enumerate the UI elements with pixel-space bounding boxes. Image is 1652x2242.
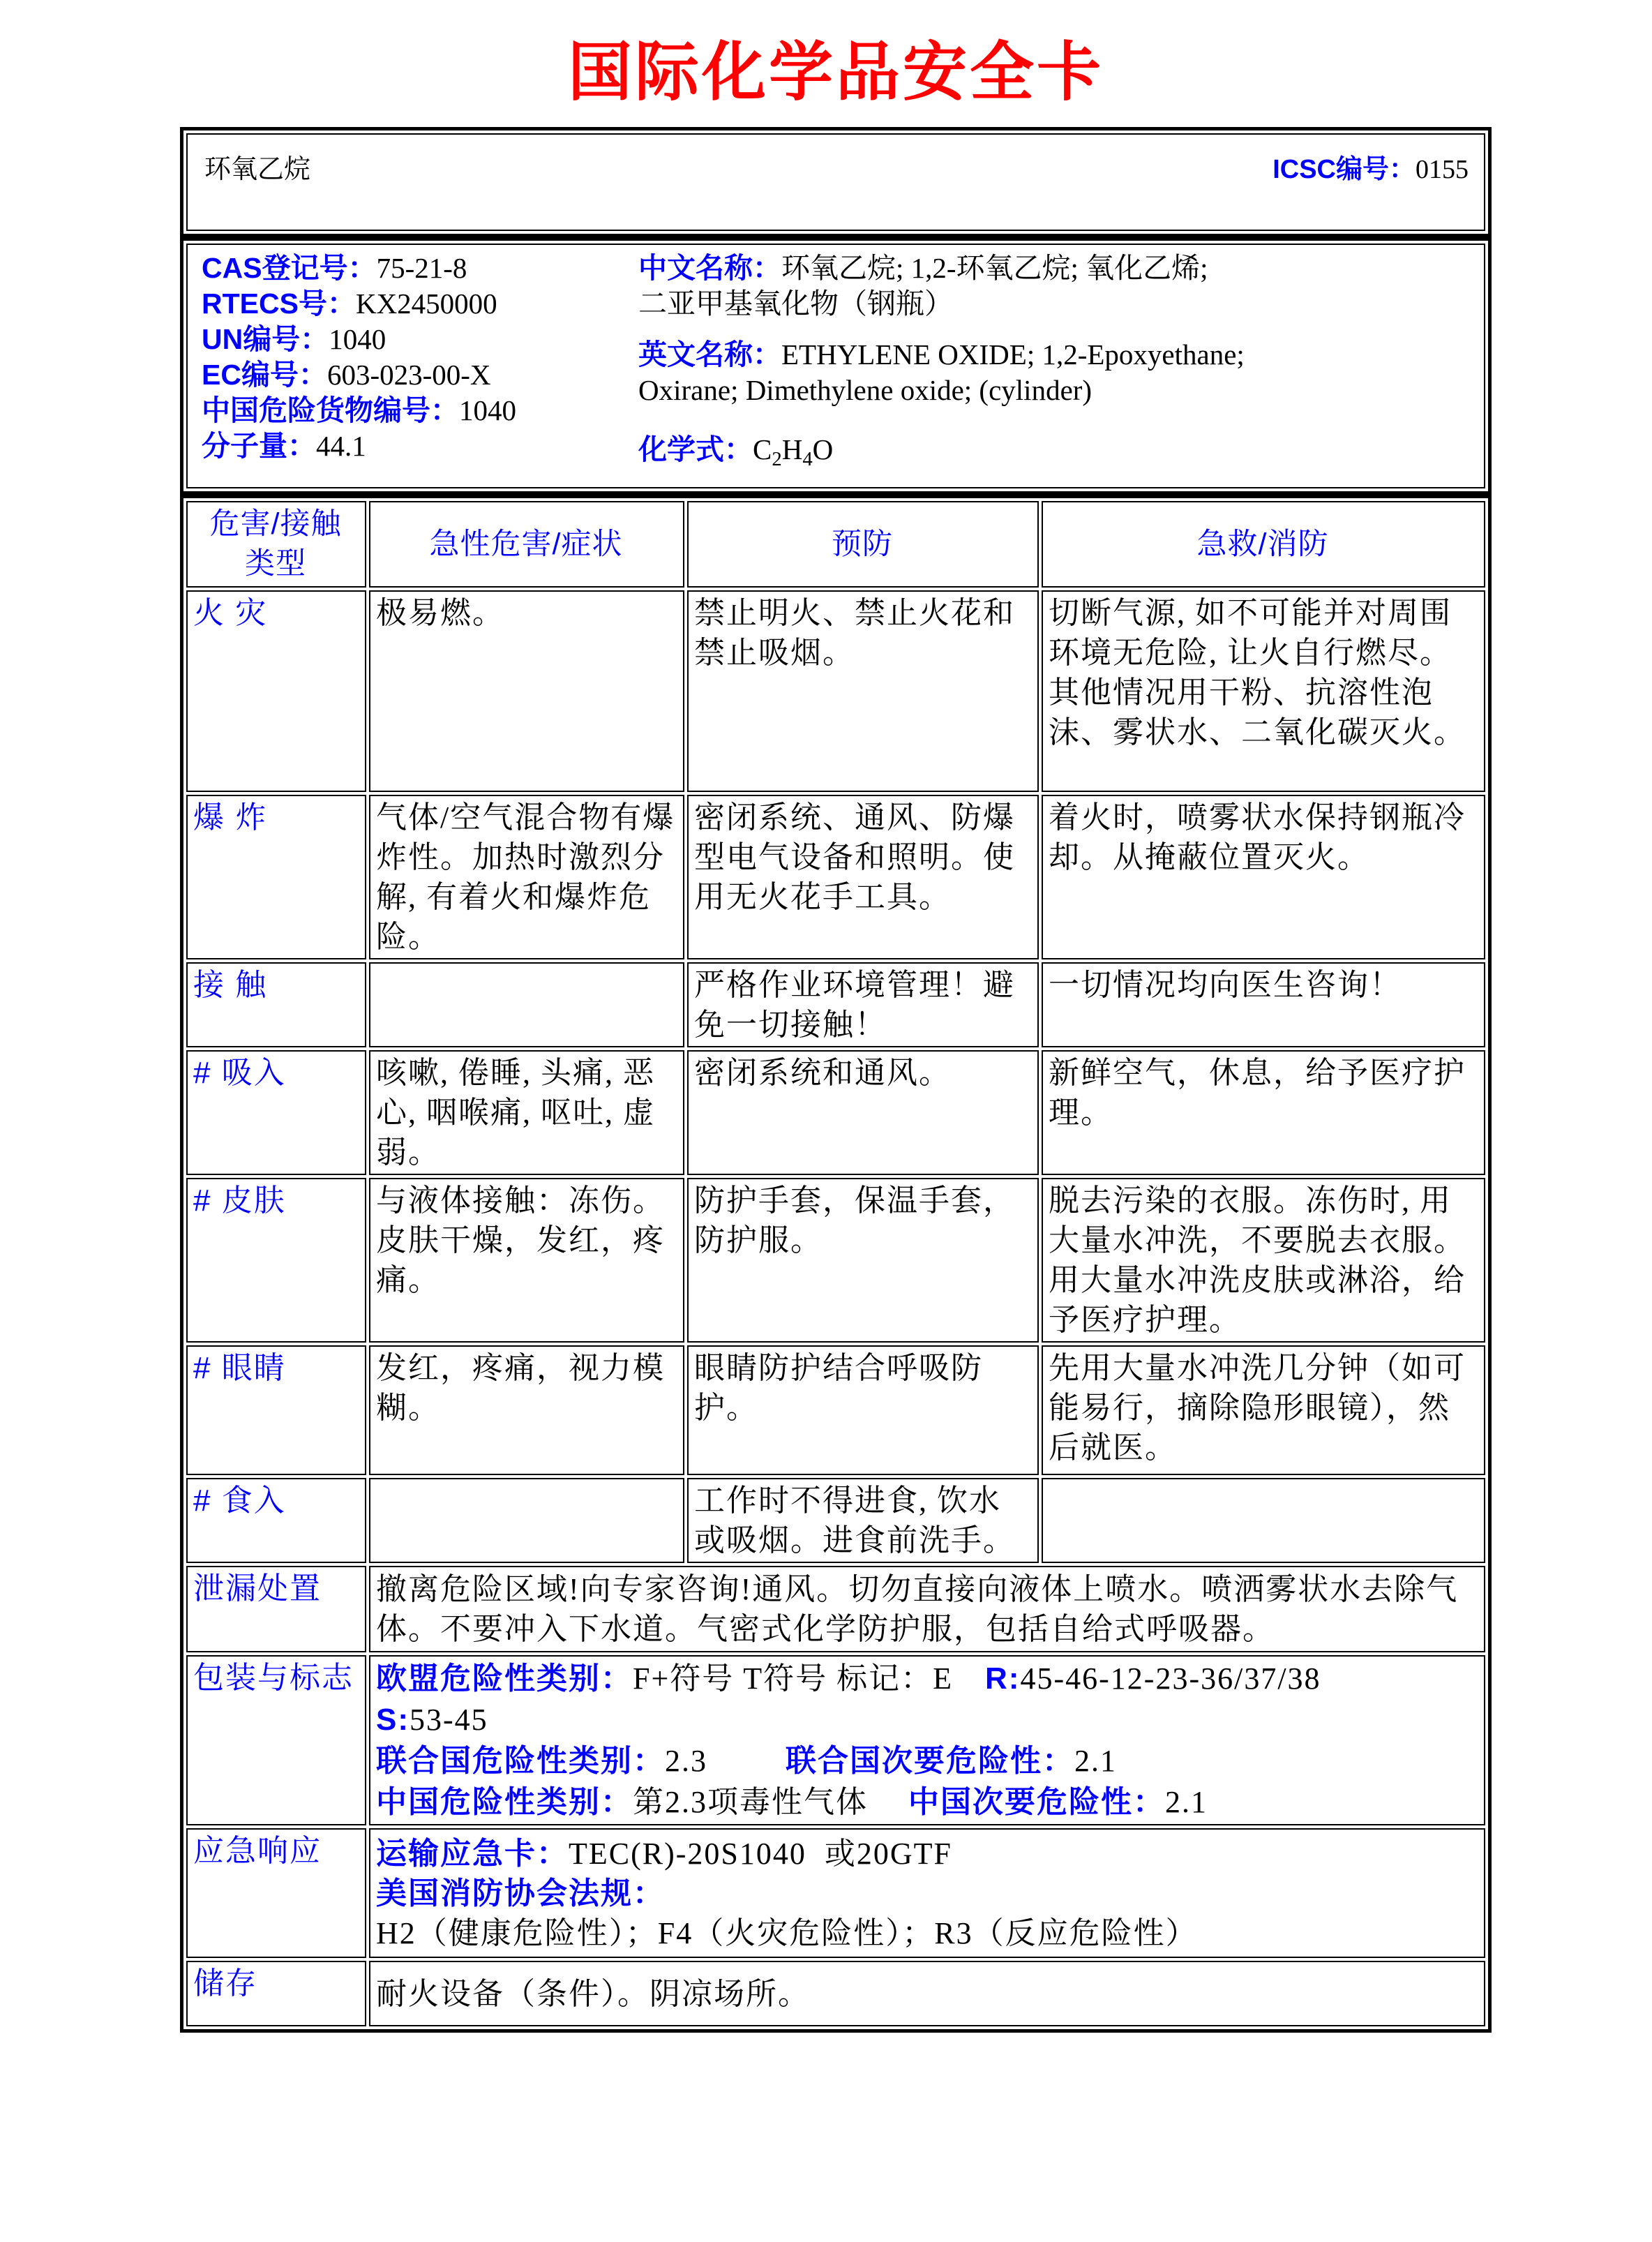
chinese-name-line2: 二亚甲基氧化物（钢瓶） <box>638 287 953 320</box>
packaging-content <box>369 1655 1485 1825</box>
inhalation-prevention: 密闭系统和通风。 <box>687 1050 1039 1175</box>
table-row-emergency <box>186 1828 1485 1958</box>
cn-sub-risk-value: 2.1 <box>1165 1785 1208 1820</box>
chinese-name-value1: 环氧乙烷; 1,2-环氧乙烷; 氧化乙烯; <box>781 252 1208 284</box>
card-header-box <box>180 127 1492 237</box>
row-label-inhalation: # 吸入 <box>186 1050 366 1175</box>
china-dg-label: 中国危险货物编号： <box>202 394 459 426</box>
table-row-storage <box>186 1961 1485 2026</box>
eu-classification-line <box>376 1658 1477 1699</box>
inhalation-symptoms: 咳嗽, 倦睡, 头痛, 恶心, 咽喉痛, 呕吐, 虚弱。 <box>369 1050 684 1175</box>
formula-h: H <box>781 433 803 465</box>
english-name-block <box>638 337 1471 408</box>
hazard-table <box>180 495 1492 2033</box>
english-name-value1: ETHYLENE OXIDE; 1,2-Epoxyethane; <box>781 338 1245 371</box>
cn-class-value: 第2.3项毒性气体 <box>633 1785 868 1820</box>
eyes-symptoms: 发红，疼痛，视力模糊。 <box>369 1345 684 1475</box>
tec-line <box>376 1834 1477 1874</box>
s-phrases-line <box>376 1699 1477 1740</box>
explosion-firstaid: 着火时，喷雾状水保持钢瓶冷却。从掩蔽位置灭火。 <box>1042 795 1485 959</box>
icsc-number: 0155 <box>1416 155 1469 184</box>
cn-sub-risk-label: 中国次要危险性： <box>908 1785 1165 1820</box>
explosion-symptoms: 气体/空气混合物有爆炸性。加热时激烈分解, 有着火和爆炸危险。 <box>369 795 684 959</box>
spillage-content: 撤离危险区域!向专家咨询!通风。切勿直接向液体上喷水。喷洒雾状水去除气体。不要冲入下水道。气密式化学防护服，包括自给式呼吸器。 <box>369 1566 1485 1652</box>
hazard-table-header-row <box>186 501 1485 588</box>
s-phrases-label: S: <box>376 1703 410 1737</box>
row-label-ingestion: # 食入 <box>186 1478 366 1563</box>
row-label-skin: # 皮肤 <box>186 1178 366 1343</box>
ingestion-symptoms <box>369 1478 684 1563</box>
tec-value: TEC(R)-20S1040 或20GTF <box>569 1836 952 1871</box>
page-title: 国际化学品安全卡 <box>567 37 1104 108</box>
un-value: 1040 <box>329 323 386 355</box>
eu-class-value: F+符号 T符号 标记：E <box>633 1661 954 1696</box>
cn-class-label: 中国危险性类别： <box>376 1785 633 1820</box>
table-row-explosion <box>186 795 1485 959</box>
table-row-spillage <box>186 1566 1485 1652</box>
cas-number-row <box>202 251 626 286</box>
card-header-row <box>186 133 1485 231</box>
un-number-row <box>202 322 626 357</box>
col-header-prevention: 预防 <box>687 501 1039 588</box>
icsc-number-group <box>1272 153 1469 186</box>
ec-number-row <box>202 357 626 393</box>
storage-content: 耐火设备（条件）。阴凉场所。 <box>369 1961 1485 2026</box>
col-header-firstaid: 急救/消防 <box>1042 501 1485 588</box>
row-label-eyes: # 眼睛 <box>186 1345 366 1475</box>
formula-h-subscript: 4 <box>802 448 813 471</box>
row-label-spillage: 泄漏处置 <box>186 1566 366 1652</box>
un-classification-line <box>376 1740 1477 1781</box>
eyes-prevention: 眼睛防护结合呼吸防护。 <box>687 1345 1039 1475</box>
eyes-firstaid: 先用大量水冲洗几分钟（如可能易行，摘除隐形眼镜），然后就医。 <box>1042 1345 1485 1475</box>
formula-o: O <box>812 433 834 465</box>
substance-name: 环氧乙烷 <box>204 155 311 184</box>
icsc-label: ICSC编号： <box>1272 155 1416 184</box>
english-name-line2: Oxirane; Dimethylene oxide; (cylinder) <box>638 374 1092 406</box>
formula-label: 化学式： <box>638 433 753 465</box>
col-header-symptoms: 急性危害/症状 <box>369 501 684 588</box>
un-sub-risk-label: 联合国次要危险性： <box>786 1744 1074 1779</box>
table-row-ingestion <box>186 1478 1485 1563</box>
contact-firstaid: 一切情况均向医生咨询！ <box>1042 962 1485 1047</box>
chinese-name-line1 <box>638 251 1471 286</box>
table-row-fire <box>186 590 1485 792</box>
identifier-list <box>202 251 626 477</box>
row-label-fire: 火 灾 <box>186 590 366 792</box>
col-header-hazard-type: 危害/接触 类型 <box>186 501 366 588</box>
eu-class-label: 欧盟危险性类别： <box>376 1661 633 1696</box>
mol-weight-row <box>202 428 626 464</box>
identification-inner <box>186 244 1485 488</box>
r-phrases-label: R: <box>985 1661 1021 1696</box>
china-dg-number-row <box>202 393 626 428</box>
table-row-eyes <box>186 1345 1485 1475</box>
ingestion-prevention: 工作时不得进食, 饮水或吸烟。进食前洗手。 <box>687 1478 1039 1563</box>
s-phrases-value: 53-45 <box>410 1703 488 1737</box>
table-row-skin <box>186 1178 1485 1343</box>
row-label-storage: 储存 <box>186 1961 366 2026</box>
names-column <box>626 251 1471 477</box>
contact-symptoms <box>369 962 684 1047</box>
inhalation-firstaid: 新鲜空气，休息，给予医疗护理。 <box>1042 1050 1485 1175</box>
chinese-name-block <box>638 251 1471 322</box>
row-label-explosion: 爆 炸 <box>186 795 366 959</box>
emergency-content <box>369 1828 1485 1958</box>
ingestion-firstaid <box>1042 1478 1485 1563</box>
chemical-formula <box>753 433 834 471</box>
row-label-packaging: 包装与标志 <box>186 1655 366 1825</box>
english-name-label: 英文名称： <box>638 338 781 371</box>
fire-firstaid: 切断气源, 如不可能并对周围环境无危险, 让火自行燃尽。其他情况用干粉、抗溶性泡沫、雾状水、二氧化碳灭火。 <box>1042 590 1485 792</box>
r-phrases-value: 45-46-12-23-36/37/38 <box>1020 1661 1321 1696</box>
rtecs-number-row <box>202 286 626 322</box>
tec-label: 运输应急卡： <box>376 1836 569 1871</box>
formula-row <box>638 432 1471 477</box>
fire-symptoms: 极易燃。 <box>369 590 684 792</box>
contact-prevention: 严格作业环境管理！避免一切接触！ <box>687 962 1039 1047</box>
cas-label: CAS登记号： <box>202 252 377 284</box>
identification-box <box>180 237 1492 495</box>
table-row-packaging <box>186 1655 1485 1825</box>
mol-weight-value: 44.1 <box>316 430 366 462</box>
un-class-label: 联合国危险性类别： <box>376 1744 665 1779</box>
mol-weight-label: 分子量： <box>202 430 316 462</box>
chinese-name-label: 中文名称： <box>638 252 781 284</box>
nfpa-label: 美国消防协会法规： <box>376 1876 665 1911</box>
skin-symptoms: 与液体接触：冻伤。皮肤干燥，发红，疼痛。 <box>369 1178 684 1343</box>
ec-value: 603-023-00-X <box>326 359 491 391</box>
cn-classification-line <box>376 1781 1477 1823</box>
un-sub-risk-value: 2.1 <box>1074 1744 1117 1779</box>
ec-label: EC编号： <box>202 359 327 391</box>
rtecs-value: KX2450000 <box>355 287 497 320</box>
un-label: UN编号： <box>202 323 329 355</box>
formula-c-subscript: 2 <box>772 448 782 471</box>
table-row-contact <box>186 962 1485 1047</box>
row-label-contact: 接 触 <box>186 962 366 1047</box>
skin-firstaid: 脱去污染的衣服。冻伤时, 用大量水冲洗，不要脱去衣服。用大量水冲洗皮肤或淋浴，给予医疗护理。 <box>1042 1178 1485 1343</box>
un-class-value: 2.3 <box>665 1744 707 1779</box>
explosion-prevention: 密闭系统、通风、防爆型电气设备和照明。使用无火花手工具。 <box>687 795 1039 959</box>
cas-value: 75-21-8 <box>376 252 467 284</box>
row-label-emergency: 应急响应 <box>186 1828 366 1958</box>
table-row-inhalation <box>186 1050 1485 1175</box>
rtecs-label: RTECS号： <box>202 287 356 320</box>
nfpa-line <box>376 1874 1477 1953</box>
fire-prevention: 禁止明火、禁止火花和禁止吸烟。 <box>687 590 1039 792</box>
safety-card-content <box>180 0 1492 2033</box>
skin-prevention: 防护手套，保温手套，防护服。 <box>687 1178 1039 1343</box>
nfpa-value: H2（健康危险性）；F4（火灾危险性）；R3（反应危险性） <box>376 1915 1198 1950</box>
formula-c: C <box>753 433 772 465</box>
china-dg-value: 1040 <box>459 394 516 426</box>
english-name-line1 <box>638 337 1471 373</box>
